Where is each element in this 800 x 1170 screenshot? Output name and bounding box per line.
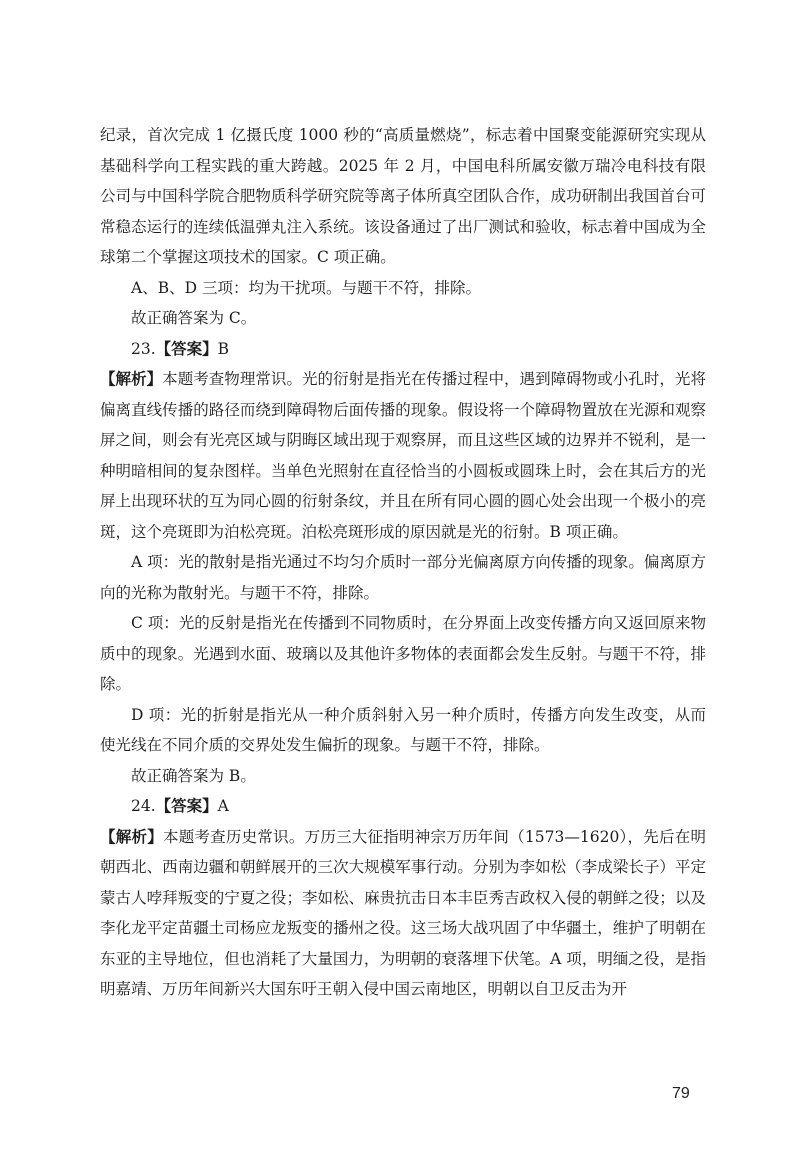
paragraph-text: 纪录，首次完成 1 亿摄氏度 1000 秒的“高质量燃烧”，标志着中国聚变能源研究实现从基础科学向工程实践的重大跨越。2025 年 2 月，中国电科所属安徽万瑞冷电科技有限公司与中国科学院合肥物质科学研究院等离子体所真空团队合作，成功研制出我国首台可常稳态运行的连续低温弹丸注入系统。该设备通过了出厂测试和验收，标志着中国成为全球第二个掌握这项技术的国家。C 项正确。 — [100, 126, 706, 266]
answer-value: B — [217, 339, 230, 358]
analysis-text: 本题考查历史常识。万历三大征指明神宗万历年间（1573—1620），先后在明朝西北、西南边疆和朝鲜展开的三次大规模军事行动。分别为李如松（李成梁长子）平定蒙古人哱拜叛变的宁夏之役；李如松、麻贵抗击日本丰臣秀吉政权入侵的朝鲜之役；以及李化龙平定苗疆土司杨应龙叛变的播州之役。这三场大战巩固了中华疆土，维护了明朝在东亚的主导地位，但也消耗了大量国力，为明朝的衰落埋下伏笔。A 项，明缅之役，是指明嘉靖、万历年间新兴大国东吁王朝入侵中国云南地区，明朝以自卫反击为开 — [100, 827, 706, 998]
paragraph-conclusion-22 — [100, 303, 706, 334]
paragraph-text: C 项：光的反射是指光在传播到不同物质时，在分界面上改变传播方向又返回原来物质中的现象。光遇到水面、玻璃以及其他许多物体的表面都会发生反射。与题干不符，排除。 — [100, 614, 706, 693]
answer-line-23 — [100, 334, 706, 365]
answer-label: 【答案】 — [155, 797, 218, 815]
paragraph-option-c — [100, 608, 706, 700]
page-number: 79 — [672, 1085, 690, 1102]
question-number: 23. — [131, 339, 156, 358]
answer-line-24 — [100, 791, 706, 822]
paragraph-text: A、B、D 三项：均为干扰项。与题干不符，排除。 — [131, 278, 481, 297]
paragraph-text: 故正确答案为 B。 — [131, 766, 256, 785]
analysis-label: 【解析】 — [100, 370, 163, 388]
analysis-paragraph-24 — [100, 822, 706, 1005]
analysis-paragraph-23 — [100, 364, 706, 547]
answer-value: A — [217, 797, 229, 815]
paragraph-option-a — [100, 547, 706, 608]
paragraph-conclusion-23 — [100, 761, 706, 792]
paragraph-text: D 项：光的折射是指光从一种介质斜射入另一种介质时，传播方向发生改变，从而使光线在不同介质的交界处发生偏折的现象。与题干不符，排除。 — [100, 705, 706, 754]
paragraph-continuation — [100, 120, 706, 273]
paragraph-text: A 项：光的散射是指光通过不均匀介质时一部分光偏离原方向传播的现象。偏离原方向的光称为散射光。与题干不符，排除。 — [100, 553, 706, 602]
answer-label: 【答案】 — [155, 339, 218, 358]
paragraph-option-d — [100, 700, 706, 761]
paragraph-options-abd — [100, 273, 706, 304]
analysis-text: 本题考查物理常识。光的衍射是指光在传播过程中，遇到障碍物或小孔时，光将偏离直线传播的路径而绕到障碍物后面传播的现象。假设将一个障碍物置放在光源和观察屏之间，则会有光亮区域与阴晦区域出现于观察屏，而且这些区域的边界并不锐利，是一种明暗相间的复杂图样。当单色光照射在直径恰当的小圆板或圆珠上时，会在其后方的光屏上出现环状的互为同心圆的衍射条纹，并且在所有同心圆的圆心处会出现一个极小的亮斑，这个亮斑即为泊松亮斑。泊松亮斑形成的原因就是光的衍射。B 项正确。 — [100, 370, 706, 541]
question-number: 24. — [131, 797, 156, 815]
page-body — [100, 120, 706, 1005]
analysis-label: 【解析】 — [100, 827, 163, 846]
paragraph-text: 故正确答案为 C。 — [131, 309, 257, 327]
